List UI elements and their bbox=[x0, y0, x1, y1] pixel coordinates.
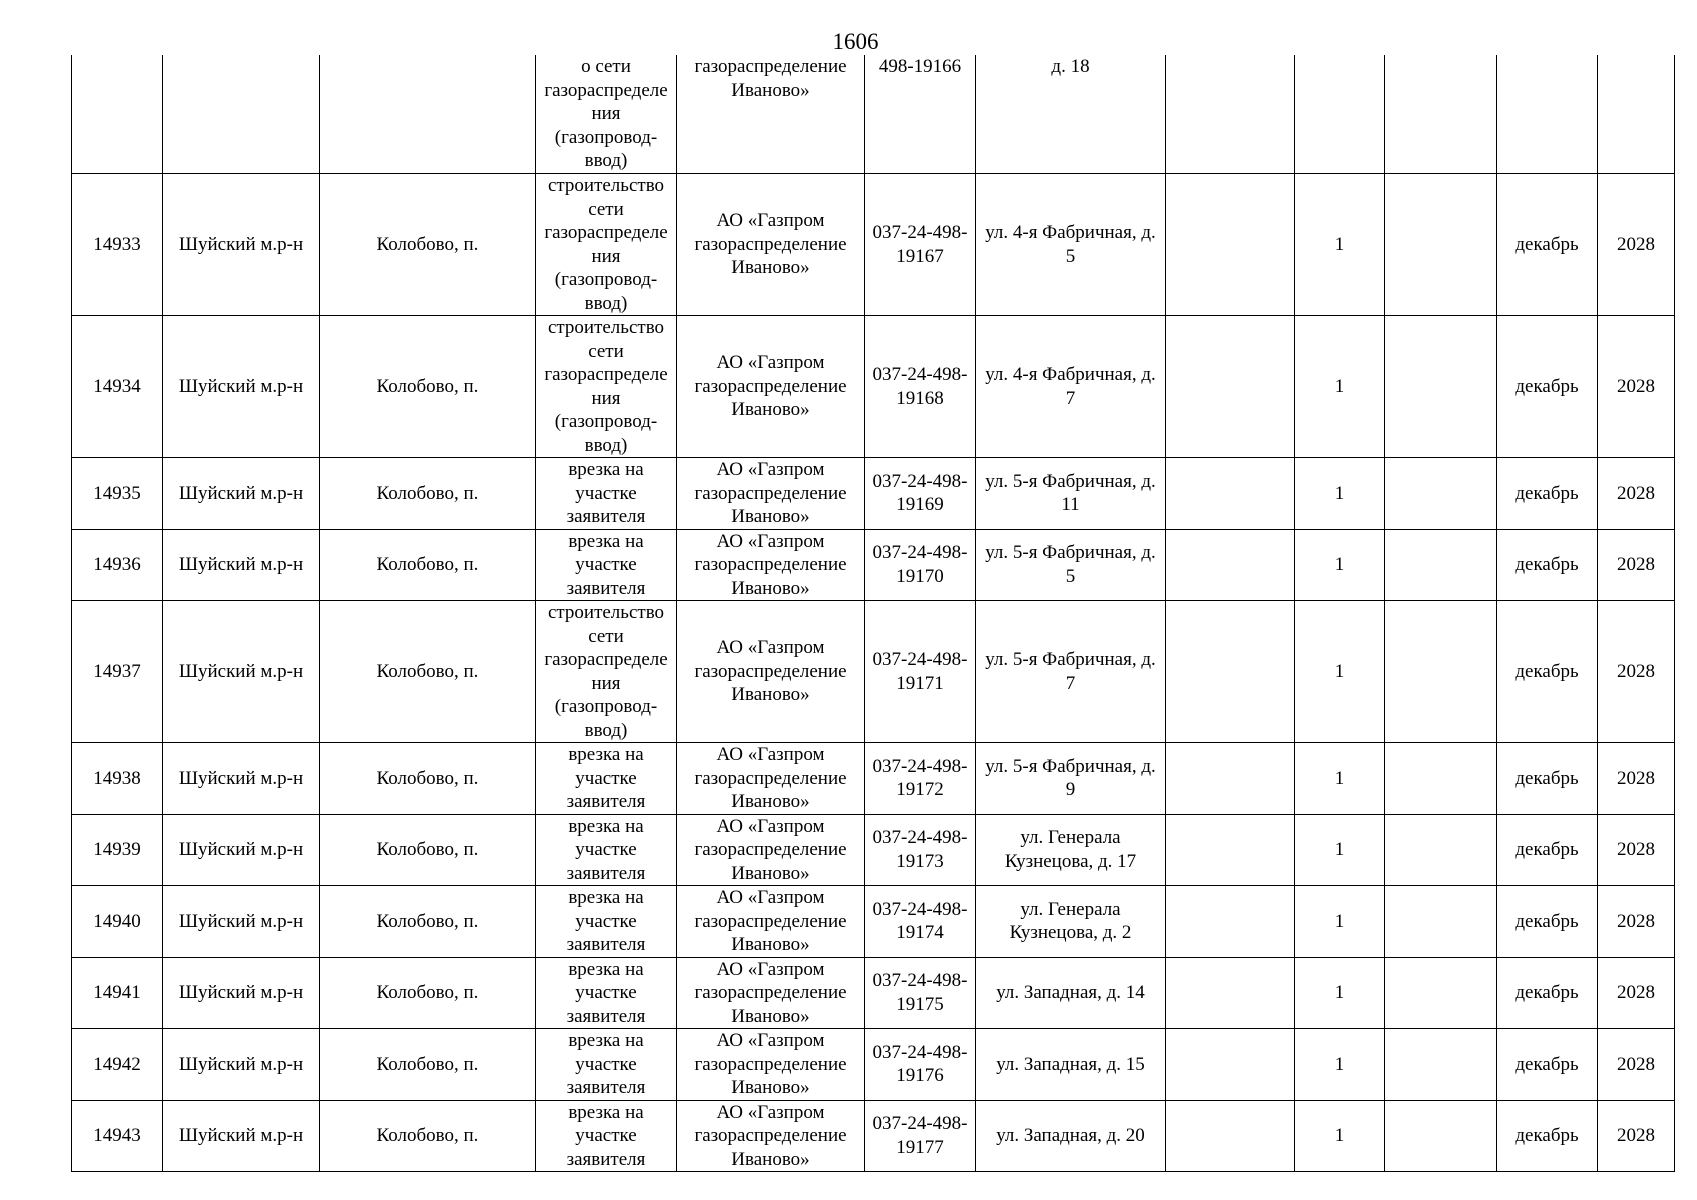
table-row bbox=[72, 174, 1675, 316]
cell-address: ул. 4-я Фабричная, д. 7 bbox=[976, 316, 1166, 458]
cell-blank-2 bbox=[1385, 743, 1497, 815]
cell-blank-2 bbox=[1385, 529, 1497, 601]
cell-count: 1 bbox=[1295, 814, 1385, 886]
cell-district: Шуйский м.р-н bbox=[163, 458, 320, 530]
cell-operator: АО «Газпром газораспределение Иваново» bbox=[677, 174, 865, 316]
table-row bbox=[72, 743, 1675, 815]
cell-blank bbox=[1166, 174, 1295, 316]
cell-blank-2 bbox=[1385, 957, 1497, 1029]
cell-locality bbox=[320, 55, 536, 174]
cell-locality: Колобово, п. bbox=[320, 957, 536, 1029]
cell-blank-2 bbox=[1385, 458, 1497, 530]
table-row bbox=[72, 458, 1675, 530]
cell-year: 2028 bbox=[1598, 886, 1675, 958]
table-row bbox=[72, 814, 1675, 886]
cell-blank bbox=[1166, 743, 1295, 815]
cell-type: врезка на участке заявителя bbox=[536, 814, 677, 886]
cell-address: д. 18 bbox=[976, 55, 1166, 174]
cell-id: 14938 bbox=[72, 743, 163, 815]
cell-year: 2028 bbox=[1598, 458, 1675, 530]
cell-count: 1 bbox=[1295, 743, 1385, 815]
cell-address: ул. Генерала Кузнецова, д. 2 bbox=[976, 886, 1166, 958]
cell-address: ул. Западная, д. 15 bbox=[976, 1029, 1166, 1101]
cell-year: 2028 bbox=[1598, 601, 1675, 743]
cell-id: 14942 bbox=[72, 1029, 163, 1101]
cell-blank bbox=[1166, 458, 1295, 530]
cell-address: ул. 5-я Фабричная, д. 9 bbox=[976, 743, 1166, 815]
cell-district: Шуйский м.р-н bbox=[163, 957, 320, 1029]
cell-blank-2 bbox=[1385, 316, 1497, 458]
cell-operator: АО «Газпром газораспределение Иваново» bbox=[677, 316, 865, 458]
cell-district: Шуйский м.р-н bbox=[163, 601, 320, 743]
table-row bbox=[72, 1029, 1675, 1101]
cell-year: 2028 bbox=[1598, 174, 1675, 316]
cell-month: декабрь bbox=[1497, 1100, 1598, 1172]
cell-code: 037-24-498-19171 bbox=[865, 601, 976, 743]
cell-address: ул. Западная, д. 20 bbox=[976, 1100, 1166, 1172]
cell-operator: АО «Газпром газораспределение Иваново» bbox=[677, 1100, 865, 1172]
cell-locality: Колобово, п. bbox=[320, 529, 536, 601]
cell-blank bbox=[1166, 529, 1295, 601]
cell-month bbox=[1497, 55, 1598, 174]
cell-count: 1 bbox=[1295, 458, 1385, 530]
cell-operator: АО «Газпром газораспределение Иваново» bbox=[677, 886, 865, 958]
cell-operator: АО «Газпром газораспределение Иваново» bbox=[677, 529, 865, 601]
cell-count: 1 bbox=[1295, 601, 1385, 743]
cell-code: 037-24-498-19167 bbox=[865, 174, 976, 316]
cell-month: декабрь bbox=[1497, 529, 1598, 601]
cell-year: 2028 bbox=[1598, 1029, 1675, 1101]
cell-operator: газораспределение Иваново» bbox=[677, 55, 865, 174]
cell-code: 037-24-498-19172 bbox=[865, 743, 976, 815]
cell-count: 1 bbox=[1295, 1100, 1385, 1172]
registry-table bbox=[71, 55, 1675, 1172]
cell-id: 14936 bbox=[72, 529, 163, 601]
cell-blank-2 bbox=[1385, 1029, 1497, 1101]
page-number: 1606 bbox=[832, 29, 879, 54]
cell-code: 498-19166 bbox=[865, 55, 976, 174]
cell-blank bbox=[1166, 316, 1295, 458]
cell-count: 1 bbox=[1295, 1029, 1385, 1101]
cell-address: ул. 5-я Фабричная, д. 11 bbox=[976, 458, 1166, 530]
cell-type: строительство сети газораспределения (газопровод-ввод) bbox=[536, 174, 677, 316]
cell-year: 2028 bbox=[1598, 316, 1675, 458]
cell-blank bbox=[1166, 1100, 1295, 1172]
cell-id: 14940 bbox=[72, 886, 163, 958]
cell-count: 1 bbox=[1295, 529, 1385, 601]
cell-code: 037-24-498-19170 bbox=[865, 529, 976, 601]
cell-blank-2 bbox=[1385, 55, 1497, 174]
cell-type: врезка на участке заявителя bbox=[536, 529, 677, 601]
cell-address: ул. 5-я Фабричная, д. 7 bbox=[976, 601, 1166, 743]
cell-id: 14941 bbox=[72, 957, 163, 1029]
cell-month: декабрь bbox=[1497, 458, 1598, 530]
cell-locality: Колобово, п. bbox=[320, 886, 536, 958]
cell-operator: АО «Газпром газораспределение Иваново» bbox=[677, 743, 865, 815]
cell-locality: Колобово, п. bbox=[320, 458, 536, 530]
cell-month: декабрь bbox=[1497, 1029, 1598, 1101]
cell-type: строительство сети газораспределения (газопровод-ввод) bbox=[536, 601, 677, 743]
cell-month: декабрь bbox=[1497, 743, 1598, 815]
cell-month: декабрь bbox=[1497, 601, 1598, 743]
cell-district: Шуйский м.р-н bbox=[163, 886, 320, 958]
cell-month: декабрь bbox=[1497, 814, 1598, 886]
cell-year bbox=[1598, 55, 1675, 174]
cell-year: 2028 bbox=[1598, 957, 1675, 1029]
cell-district: Шуйский м.р-н bbox=[163, 1029, 320, 1101]
cell-type: строительство сети газораспределения (газопровод-ввод) bbox=[536, 316, 677, 458]
table-row bbox=[72, 1100, 1675, 1172]
table-row-continuation bbox=[72, 55, 1675, 174]
cell-year: 2028 bbox=[1598, 1100, 1675, 1172]
table-row bbox=[72, 529, 1675, 601]
cell-address: ул. 5-я Фабричная, д. 5 bbox=[976, 529, 1166, 601]
cell-code: 037-24-498-19176 bbox=[865, 1029, 976, 1101]
cell-year: 2028 bbox=[1598, 814, 1675, 886]
cell-district: Шуйский м.р-н bbox=[163, 174, 320, 316]
cell-id: 14934 bbox=[72, 316, 163, 458]
cell-id: 14943 bbox=[72, 1100, 163, 1172]
cell-blank bbox=[1166, 957, 1295, 1029]
cell-code: 037-24-498-19168 bbox=[865, 316, 976, 458]
cell-blank-2 bbox=[1385, 601, 1497, 743]
cell-district bbox=[163, 55, 320, 174]
cell-locality: Колобово, п. bbox=[320, 601, 536, 743]
cell-type: о сети газораспределения (газопровод-ввод) bbox=[536, 55, 677, 174]
cell-district: Шуйский м.р-н bbox=[163, 814, 320, 886]
cell-year: 2028 bbox=[1598, 529, 1675, 601]
table-row bbox=[72, 957, 1675, 1029]
cell-month: декабрь bbox=[1497, 886, 1598, 958]
cell-locality: Колобово, п. bbox=[320, 814, 536, 886]
cell-operator: АО «Газпром газораспределение Иваново» bbox=[677, 957, 865, 1029]
cell-district: Шуйский м.р-н bbox=[163, 1100, 320, 1172]
cell-blank-2 bbox=[1385, 814, 1497, 886]
table-row bbox=[72, 601, 1675, 743]
cell-address: ул. 4-я Фабричная, д. 5 bbox=[976, 174, 1166, 316]
cell-locality: Колобово, п. bbox=[320, 174, 536, 316]
cell-blank bbox=[1166, 55, 1295, 174]
cell-code: 037-24-498-19173 bbox=[865, 814, 976, 886]
table-row bbox=[72, 886, 1675, 958]
cell-type: врезка на участке заявителя bbox=[536, 743, 677, 815]
cell-district: Шуйский м.р-н bbox=[163, 529, 320, 601]
cell-blank bbox=[1166, 601, 1295, 743]
cell-operator: АО «Газпром газораспределение Иваново» bbox=[677, 814, 865, 886]
cell-code: 037-24-498-19169 bbox=[865, 458, 976, 530]
cell-address: ул. Западная, д. 14 bbox=[976, 957, 1166, 1029]
cell-id bbox=[72, 55, 163, 174]
cell-type: врезка на участке заявителя bbox=[536, 886, 677, 958]
cell-type: врезка на участке заявителя bbox=[536, 458, 677, 530]
cell-district: Шуйский м.р-н bbox=[163, 743, 320, 815]
cell-count: 1 bbox=[1295, 886, 1385, 958]
cell-month: декабрь bbox=[1497, 316, 1598, 458]
cell-type: врезка на участке заявителя bbox=[536, 1100, 677, 1172]
cell-address: ул. Генерала Кузнецова, д. 17 bbox=[976, 814, 1166, 886]
cell-type: врезка на участке заявителя bbox=[536, 957, 677, 1029]
cell-blank bbox=[1166, 814, 1295, 886]
cell-operator: АО «Газпром газораспределение Иваново» bbox=[677, 601, 865, 743]
cell-locality: Колобово, п. bbox=[320, 1029, 536, 1101]
cell-blank-2 bbox=[1385, 1100, 1497, 1172]
cell-district: Шуйский м.р-н bbox=[163, 316, 320, 458]
cell-id: 14933 bbox=[72, 174, 163, 316]
cell-code: 037-24-498-19175 bbox=[865, 957, 976, 1029]
cell-year: 2028 bbox=[1598, 743, 1675, 815]
cell-count bbox=[1295, 55, 1385, 174]
cell-month: декабрь bbox=[1497, 957, 1598, 1029]
cell-operator: АО «Газпром газораспределение Иваново» bbox=[677, 1029, 865, 1101]
cell-operator: АО «Газпром газораспределение Иваново» bbox=[677, 458, 865, 530]
table-row bbox=[72, 316, 1675, 458]
cell-type: врезка на участке заявителя bbox=[536, 1029, 677, 1101]
cell-count: 1 bbox=[1295, 316, 1385, 458]
cell-locality: Колобово, п. bbox=[320, 316, 536, 458]
cell-blank-2 bbox=[1385, 886, 1497, 958]
cell-count: 1 bbox=[1295, 957, 1385, 1029]
cell-month: декабрь bbox=[1497, 174, 1598, 316]
cell-blank bbox=[1166, 886, 1295, 958]
cell-count: 1 bbox=[1295, 174, 1385, 316]
cell-code: 037-24-498-19177 bbox=[865, 1100, 976, 1172]
cell-blank-2 bbox=[1385, 174, 1497, 316]
cell-blank bbox=[1166, 1029, 1295, 1101]
cell-id: 14935 bbox=[72, 458, 163, 530]
cell-id: 14937 bbox=[72, 601, 163, 743]
cell-locality: Колобово, п. bbox=[320, 1100, 536, 1172]
cell-code: 037-24-498-19174 bbox=[865, 886, 976, 958]
cell-locality: Колобово, п. bbox=[320, 743, 536, 815]
cell-id: 14939 bbox=[72, 814, 163, 886]
table-body bbox=[72, 55, 1675, 1172]
